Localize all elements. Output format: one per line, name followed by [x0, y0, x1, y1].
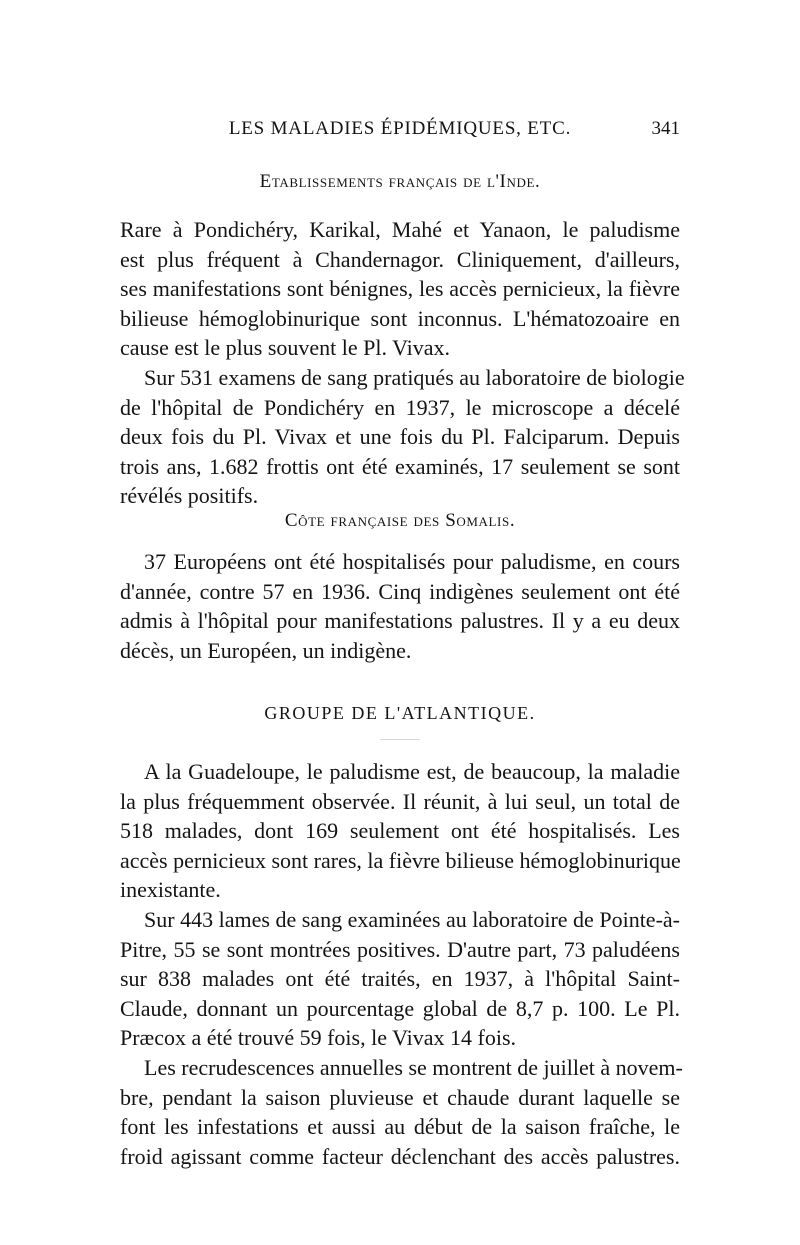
text-line: bre, pendant la saison pluvieuse et chaude durant laquelle se	[120, 1084, 680, 1110]
section-heading-inde: Etablissements français de l'Inde.	[259, 171, 541, 192]
section-body-atlantique	[120, 757, 683, 1171]
text-line: admis à l'hôpital pour manifestations palustres. Il y a eu deux	[120, 608, 680, 634]
section-heading-somalis: Côte française des Somalis.	[284, 510, 516, 531]
running-title: LES MALADIES ÉPIDÉMIQUES, ETC.	[228, 118, 572, 139]
text-line: A la Guadeloupe, le paludisme est, de beaucoup, la maladie	[144, 759, 680, 784]
text-line: Præcox a été trouvé 59 fois, le Vivax 14 fois.	[120, 1025, 517, 1051]
text-line: Sur 531 examens de sang pratiqués au laboratoire de biologie	[144, 364, 685, 390]
text-line: Claude, donnant un pourcentage global de 8,7 p. 100. Le Pl.	[120, 995, 680, 1021]
text-line: Rare à Pondichéry, Karikal, Mahé et Yanaon, le paludisme	[120, 217, 680, 242]
text-line: de l'hôpital de Pondichéry en 1937, le microscope a décelé	[120, 394, 680, 420]
section-body-somalis	[120, 547, 680, 665]
text-line: sur 838 malades ont été traités, en 1937, à l'hôpital Saint-	[120, 966, 680, 992]
text-line: font les infestations et aussi au début de la saison fraîche, le	[120, 1114, 680, 1140]
text-line: décès, un Européen, un indigène.	[120, 637, 412, 663]
section-separator	[380, 739, 420, 740]
text-line: 518 malades, dont 169 seulement ont été hospitalisés. Les	[120, 818, 680, 844]
text-line: révélés positifs.	[120, 483, 259, 509]
section-body-inde	[120, 215, 685, 511]
section-heading-atlantique: GROUPE DE L'ATLANTIQUE.	[264, 703, 536, 723]
text-line: trois ans, 1.682 frottis ont été examinés, 17 seulement se sont	[120, 453, 680, 479]
text-line: Les recrudescences annuelles se montrent de juillet à novem-	[144, 1054, 683, 1080]
text-line: 37 Européens ont été hospitalisés pour paludisme, en cours	[144, 549, 680, 574]
running-header	[120, 118, 680, 146]
text-line: deux fois du Pl. Vivax et une fois du Pl. Falciparum. Depuis	[120, 424, 680, 450]
text-line: accès pernicieux sont rares, la fièvre bilieuse hémoglobinurique	[120, 847, 681, 873]
text-line: bilieuse hémoglobinurique sont inconnus. L'hématozoaire en	[120, 305, 680, 331]
text-line: inexistante.	[120, 877, 221, 903]
text-line: Sur 443 lames de sang examinées au laboratoire de Pointe-à-	[144, 906, 680, 932]
text-line: Pitre, 55 se sont montrées positives. D'autre part, 73 paludéens	[120, 936, 680, 962]
text-line: la plus fréquemment observée. Il réunit, à lui seul, un total de	[120, 788, 680, 814]
text-line: cause est le plus souvent le Pl. Vivax.	[120, 335, 451, 361]
text-line: froid agissant comme facteur déclenchant des accès palustres.	[120, 1143, 680, 1169]
text-line: d'année, contre 57 en 1936. Cinq indigènes seulement ont été	[120, 578, 680, 604]
text-line: ses manifestations sont bénignes, les accès pernicieux, la fièvre	[120, 276, 680, 302]
page-number: 341	[651, 118, 680, 139]
text-line: est plus fréquent à Chandernagor. Cliniquement, d'ailleurs,	[120, 246, 680, 272]
